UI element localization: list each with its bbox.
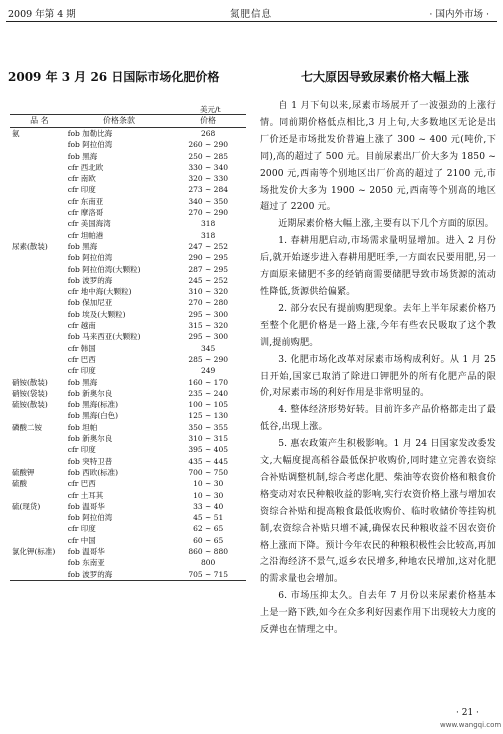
row-price: 245 ~ 252 — [188, 275, 228, 285]
row-condition: fob 坦帕 — [67, 422, 98, 432]
row-condition: cfr 摩洛哥 — [67, 208, 104, 218]
row-price: 310 ~ 315 — [188, 434, 228, 444]
table-header-row — [10, 115, 246, 127]
header-price: 价格 — [200, 116, 217, 125]
row-category — [10, 569, 67, 580]
row-category: 硫酸钾 — [12, 467, 35, 477]
row-price: 290 ~ 295 — [188, 253, 228, 263]
article-body — [260, 98, 496, 639]
row-category — [10, 196, 67, 207]
table-row — [10, 252, 246, 263]
row-price: 270 ~ 280 — [188, 298, 228, 308]
table-row — [10, 490, 246, 501]
row-category — [10, 297, 67, 308]
price-table — [10, 114, 246, 581]
header-rule — [6, 21, 497, 22]
row-condition: fob 保加尼亚 — [67, 298, 113, 308]
row-condition: fob 阿拉伯湾 — [67, 253, 113, 263]
row-condition: cfr 印度 — [67, 445, 96, 455]
row-price: 160 ~ 170 — [188, 377, 228, 387]
row-category — [10, 184, 67, 195]
row-condition: fob 温哥华 — [67, 501, 105, 511]
row-category — [10, 264, 67, 275]
row-price: 10 ~ 30 — [193, 479, 224, 489]
row-category — [10, 309, 67, 320]
row-condition: fob 黑海(标准) — [67, 400, 119, 410]
table-row — [10, 331, 246, 342]
table-row — [10, 184, 246, 195]
row-category: 硫酸 — [12, 479, 27, 489]
row-condition: fob 温哥华 — [67, 546, 105, 556]
article-paragraph: 2. 部分农民有提前购肥现象。去年上半年尿素价格乃至整个化肥价格是一路上涨,今年有些农民吸取了这个教训,提前购肥。 — [260, 303, 496, 348]
table-row — [10, 354, 246, 365]
table-row — [10, 546, 246, 557]
row-condition: fob 加勒比海 — [67, 129, 113, 138]
row-price: 318 — [201, 219, 216, 229]
table-row — [10, 309, 246, 320]
row-price: 318 — [201, 230, 216, 240]
row-price: 320 ~ 330 — [188, 174, 228, 184]
table-row — [10, 343, 246, 354]
article-paragraph: 4. 整体经济形势好转。目前许多产品价格都走出了最低谷,出现上涨。 — [260, 405, 496, 433]
table-row — [10, 196, 246, 207]
row-condition: fob 阿拉伯湾 — [67, 513, 113, 523]
row-condition: fob 黑海(白色) — [67, 411, 119, 421]
table-row — [10, 207, 246, 218]
row-category — [10, 230, 67, 241]
article-paragraph: 1. 春耕用肥启动,市场需求量明显增加。进入 2 月份后,就开始逐步进入春耕用肥旺季,一方面农民要用肥,另一方面原来储肥不多的经销商需要储肥导致市场货源的流动性降低,货源供给偏紧。 — [260, 236, 496, 297]
article-paragraph: 近期尿素价格大幅上涨,主要有以下几个方面的原因。 — [278, 219, 494, 230]
table-row — [10, 523, 246, 534]
row-condition: cfr 美国海湾 — [67, 219, 111, 229]
row-condition: fob 新奥尔良 — [67, 388, 113, 398]
row-condition: cfr 西北欧 — [67, 162, 104, 172]
row-condition: fob 波罗的海 — [67, 569, 113, 579]
row-category — [10, 275, 67, 286]
table-row — [10, 286, 246, 297]
row-condition: fob 波罗的海 — [67, 275, 113, 285]
row-price: 435 ~ 445 — [188, 456, 228, 466]
row-category — [10, 354, 67, 365]
row-price: 60 ~ 65 — [193, 535, 224, 545]
table-row — [10, 264, 246, 275]
article-paragraph: 3. 化肥市场化改革对尿素市场构成利好。从 1 月 25 日开始,国家已取消了除进口钾肥外的所有化肥产品的限价,对尿素市场的利好作用是非常明显的。 — [260, 354, 496, 399]
row-category — [10, 456, 67, 467]
row-price: 330 ~ 340 — [188, 162, 228, 172]
row-price: 800 — [201, 558, 216, 568]
row-price: 295 ~ 300 — [188, 309, 228, 319]
row-price: 268 — [201, 129, 216, 138]
article-paragraph: 5. 惠农政策产生积极影响。1 月 24 日国家发改委发文,大幅度提高稻谷最低保护收购价,同时建立完善农资综合补贴调整机制,综合考虑化肥、柴油等农资价格和粮食价格变动对农民种粮收益的影响,实行农资价格上涨与增加农资综合补贴和提高粮食最低收购价、临时收储价等挂钩机制,农资综合补贴只增不减,确保农民种粮收益不因农资价格上涨而下降。预计今年农民的种粮积极性会比较高,再加之沿海经济不景气,返乡农民增多,种地农民增加,这对化肥的需求量也会增加。 — [260, 439, 496, 585]
row-price: 350 ~ 355 — [188, 422, 228, 432]
row-price: 260 ~ 290 — [188, 140, 228, 150]
row-price: 700 ~ 750 — [188, 467, 228, 477]
table-row — [10, 388, 246, 399]
table-row — [10, 467, 246, 478]
page-number: · 21 · — [456, 708, 479, 718]
row-category: 硝铵(袋装) — [12, 388, 48, 398]
row-price: 250 ~ 285 — [188, 151, 228, 161]
row-price: 247 ~ 252 — [188, 241, 228, 251]
row-category — [10, 557, 67, 568]
row-condition: fob 东南亚 — [67, 558, 105, 568]
table-row — [10, 478, 246, 489]
table-row — [10, 275, 246, 286]
journal-name: 氮肥信息 — [230, 9, 273, 20]
row-category — [10, 523, 67, 534]
row-price: 340 ~ 350 — [188, 196, 228, 206]
row-condition: fob 埃及(大颗粒) — [67, 309, 126, 319]
price-unit: 美元/t — [200, 105, 221, 114]
table-row — [10, 410, 246, 421]
row-condition: cfr 巴西 — [67, 479, 96, 489]
site-watermark: www.wangqi.com — [440, 721, 502, 729]
row-condition: fob 黑海 — [67, 241, 98, 251]
row-condition: cfr 印度 — [67, 185, 96, 195]
row-price: 235 ~ 240 — [188, 388, 228, 398]
row-category — [10, 365, 67, 376]
row-category — [10, 343, 67, 354]
header-condition: 价格条款 — [103, 116, 136, 125]
row-condition: fob 阿拉伯湾(大颗粒) — [67, 264, 141, 274]
row-category — [10, 286, 67, 297]
row-price: 345 — [201, 343, 216, 353]
running-header — [0, 0, 503, 22]
price-table-title: 2009 年 3 月 26 日国际市场化肥价格 — [8, 70, 220, 84]
row-category: 尿素(散装) — [12, 241, 48, 251]
row-price: 705 ~ 715 — [188, 569, 228, 579]
row-category — [10, 490, 67, 501]
row-condition: fob 阿拉伯湾 — [67, 140, 113, 150]
table-row — [10, 456, 246, 467]
table-row — [10, 569, 246, 580]
row-category — [10, 252, 67, 263]
table-row — [10, 422, 246, 433]
row-condition: cfr 巴西 — [67, 354, 96, 364]
row-condition: cfr 土耳其 — [67, 490, 104, 500]
row-condition: cfr 中国 — [67, 535, 96, 545]
row-category: 硫(现货) — [12, 501, 41, 511]
section-label: · 国内外市场 · — [429, 9, 489, 20]
row-price: 125 ~ 130 — [188, 411, 228, 421]
table-body — [10, 128, 246, 581]
row-condition: cfr 地中海(大颗粒) — [67, 287, 132, 297]
row-price: 287 ~ 295 — [188, 264, 228, 274]
row-condition: cfr 坦帕港 — [67, 230, 104, 240]
table-row — [10, 139, 246, 150]
table-row — [10, 162, 246, 173]
table-row — [10, 501, 246, 512]
table-row — [10, 297, 246, 308]
row-category — [10, 433, 67, 444]
row-price: 33 ~ 40 — [193, 501, 224, 511]
row-category: 氨 — [12, 129, 20, 138]
row-category: 磷酸二铵 — [12, 422, 42, 432]
table-row — [10, 320, 246, 331]
row-condition: cfr 东南亚 — [67, 196, 104, 206]
row-category — [10, 207, 67, 218]
row-price: 295 ~ 300 — [188, 332, 228, 342]
row-condition: fob 突特卫普 — [67, 456, 113, 466]
row-condition: cfr 印度 — [67, 366, 96, 376]
table-row — [10, 218, 246, 229]
row-condition: cfr 越南 — [67, 321, 96, 331]
row-condition: fob 新奥尔良 — [67, 434, 113, 444]
article-paragraph: 6. 市场压抑太久。自去年 7 月份以来尿素价格基本上是一路下跌,如今在众多利好因素作用下出现较大力度的反弹也在情理之中。 — [260, 591, 496, 636]
row-price: 10 ~ 30 — [193, 490, 224, 500]
row-price: 62 ~ 65 — [193, 524, 224, 534]
row-condition: cfr 印度 — [67, 524, 96, 534]
row-price: 270 ~ 290 — [188, 208, 228, 218]
row-category — [10, 173, 67, 184]
row-price: 315 ~ 320 — [188, 321, 228, 331]
row-category — [10, 512, 67, 523]
row-category — [10, 410, 67, 421]
article-title: 七大原因导致尿素价格大幅上涨 — [300, 70, 469, 84]
table-row — [10, 557, 246, 568]
article-paragraph: 自 1 月下旬以来,尿素市场展开了一波强劲的上涨行情。同前期价格低点相比,3 月上旬,大多数地区无论是出厂价还是市场批发价普遍上涨了 300 ~ 400 元(吨价,下同),高的超过了 500 元。目前尿素出厂价大多为 1850 ~ 2000 元,西南等个别地区出厂价高的超过了 2100 元,市场批发价大多为 1900 ~ 2050 元,西南等个别高的地区超过了 2200 元。 — [260, 101, 496, 213]
row-price: 860 ~ 880 — [188, 546, 228, 556]
row-price: 310 ~ 320 — [188, 287, 228, 297]
row-category — [10, 444, 67, 455]
row-price: 249 — [201, 366, 216, 376]
row-condition: fob 黑海 — [67, 377, 98, 387]
table-row — [10, 535, 246, 546]
row-condition: fob 黑海 — [67, 151, 98, 161]
table-row — [10, 399, 246, 410]
row-condition: cfr 南欧 — [67, 174, 96, 184]
row-price: 100 ~ 105 — [188, 400, 228, 410]
table-row — [10, 365, 246, 376]
table-row — [10, 151, 246, 162]
table-row — [10, 444, 246, 455]
table-row — [10, 512, 246, 523]
row-category — [10, 535, 67, 546]
row-price: 45 ~ 51 — [193, 513, 224, 523]
row-condition: fob 马来西亚(大颗粒) — [67, 332, 141, 342]
row-category: 氯化钾(标准) — [12, 546, 56, 556]
row-category — [10, 139, 67, 150]
table-row — [10, 128, 246, 139]
row-price: 285 ~ 290 — [188, 354, 228, 364]
table-bottom-rule — [10, 580, 246, 581]
row-category — [10, 151, 67, 162]
row-category: 硫铵(散装) — [12, 400, 48, 410]
table-row — [10, 377, 246, 388]
table-row — [10, 230, 246, 241]
table-row — [10, 241, 246, 252]
row-condition: cfr 韩国 — [67, 343, 96, 353]
row-category — [10, 331, 67, 342]
row-category: 硝铵(散装) — [12, 377, 48, 387]
row-category — [10, 162, 67, 173]
row-condition: fob 西欧(标准) — [67, 467, 119, 477]
row-category — [10, 218, 67, 229]
row-price: 273 ~ 284 — [188, 185, 228, 195]
row-category — [10, 320, 67, 331]
issue-label: 2009 年第 4 期 — [8, 9, 76, 20]
row-price: 395 ~ 405 — [188, 445, 228, 455]
header-category: 品 名 — [30, 116, 49, 125]
table-row — [10, 173, 246, 184]
table-row — [10, 433, 246, 444]
